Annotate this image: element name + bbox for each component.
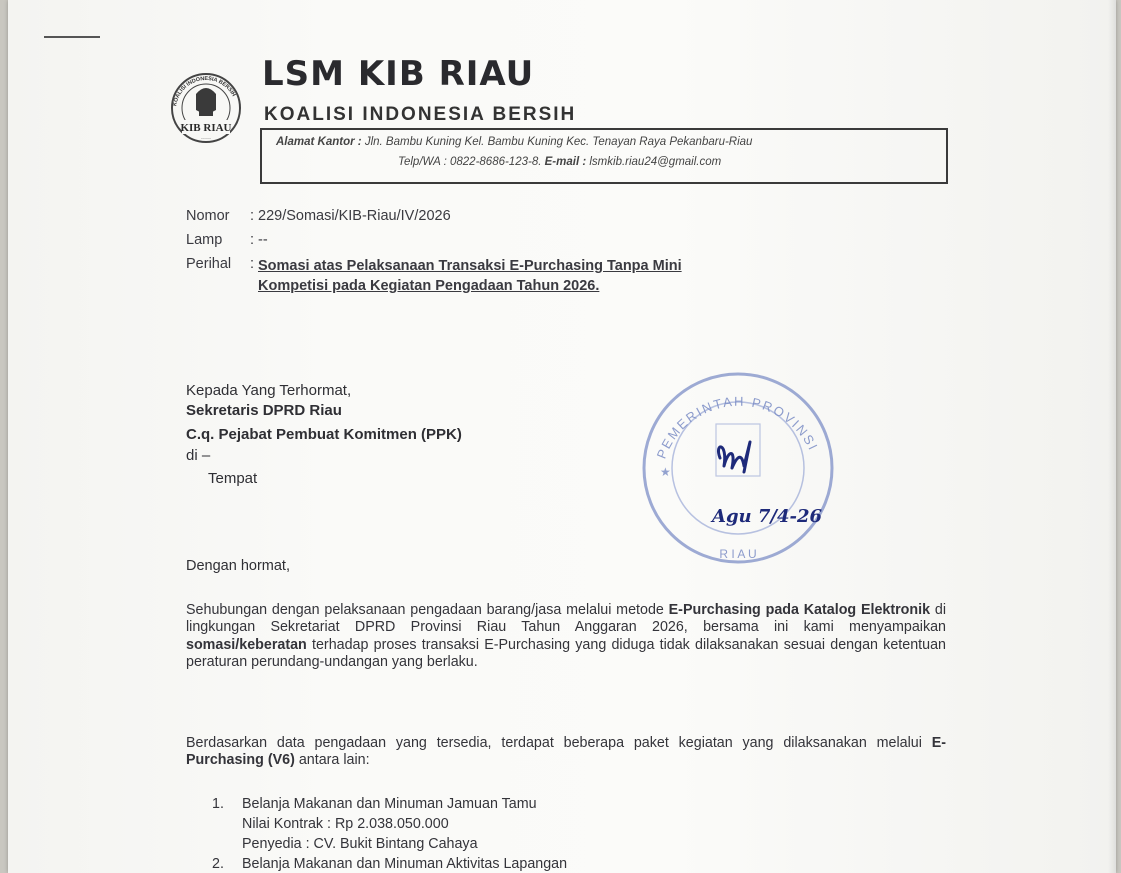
p2-text-a: Berdasarkan data pengadaan yang tersedia, terdapat beberapa paket kegiatan yang dilaksanakan melalui xyxy=(186,735,932,751)
item-title: Belanja Makanan dan Minuman Jamuan Tamu xyxy=(242,796,537,812)
perihal-label: Perihal xyxy=(186,256,232,272)
svg-text:PEMERINTAH PROVINSI xyxy=(654,394,822,461)
svg-text:~~~~~: ~~~~~ xyxy=(200,137,212,141)
official-stamp xyxy=(632,362,844,574)
item-title: Belanja Makanan dan Minuman Aktivitas Lapangan xyxy=(242,856,568,872)
recipient-line-3: di – xyxy=(186,447,211,464)
email-label: E-mail : xyxy=(544,156,587,168)
nomor-value: 229/Somasi/KIB-Riau/IV/2026 xyxy=(258,208,451,224)
recipient-salutation: Kepada Yang Terhormat, xyxy=(186,382,352,399)
logo-ring-text: KOALISI INDONESIA BERSIH xyxy=(172,75,237,107)
p1-text-bold-1: E-Purchasing pada Katalog Elektronik xyxy=(668,602,931,618)
p1-text-c: di lingkungan Sekretariat DPRD Provinsi Riau Tahun Anggaran 2026, bersama ini kami menyampaikan xyxy=(186,602,946,636)
recipient-line-1: Sekretaris DPRD Riau xyxy=(186,402,342,419)
address-label: Alamat Kantor : xyxy=(276,136,362,148)
recipient-line-2: C.q. Pejabat Pembuat Komitmen (PPK) xyxy=(186,426,462,443)
item-penyedia: Penyedia : CV. Bukit Bintang Cahaya xyxy=(242,836,478,852)
corner-dash xyxy=(44,36,100,38)
p2-text-c: antara lain: xyxy=(294,752,370,769)
org-title: LSM KIB RIAU xyxy=(262,54,535,94)
perihal-value xyxy=(258,256,682,296)
stamp-bottom-text: R I A U xyxy=(719,547,757,561)
logo-text: KIB RIAU xyxy=(180,122,232,134)
item-kontrak: Nilai Kontrak : Rp 2.038.050.000 xyxy=(242,816,449,832)
recipient-line-4: Tempat xyxy=(208,470,258,487)
greeting: Dengan hormat, xyxy=(186,558,290,574)
handwritten-date: Agu 7/4-26 xyxy=(712,506,823,527)
p1-text-e: terhadap proses transaksi E-Purchasing yang diduga tidak dilaksanakan sesuai dengan ketentuan peraturan perundang-undangan yang berlaku. xyxy=(186,636,946,670)
address-line xyxy=(276,136,752,148)
item-number: 1. xyxy=(212,796,224,812)
svg-text:★: ★ xyxy=(660,465,671,479)
address-box xyxy=(260,128,948,184)
org-subtitle: KOALISI INDONESIA BERSIH xyxy=(264,104,577,125)
perihal-line-2: Kompetisi pada Kegiatan Pengadaan Tahun 2026. xyxy=(258,278,600,294)
perihal-line-1: Somasi atas Pelaksanaan Transaksi E-Purchasing Tanpa Mini xyxy=(258,258,682,274)
p2-text-bold: E-Purchasing (V6) xyxy=(186,735,946,769)
p1-text-bold-2: somasi/keberatan xyxy=(186,636,307,653)
contact-line xyxy=(398,156,721,168)
nomor-label: Nomor xyxy=(186,208,230,224)
phone-text: Telp/WA : 0822-8686-123-8. xyxy=(398,156,542,168)
address-text: Jln. Bambu Kuning Kel. Bambu Kuning Kec. Tenayan Raya Pekanbaru-Riau xyxy=(364,136,753,148)
p1-text-a: Sehubungan dengan pelaksanaan pengadaan barang/jasa melalui metode xyxy=(186,602,669,618)
lamp-value: -- xyxy=(258,232,268,248)
signature xyxy=(718,442,750,472)
email-text: lsmkib.riau24@gmail.com xyxy=(589,156,722,168)
stamp-ring-text: PEMERINTAH PROVINSI xyxy=(653,393,822,461)
letter-page: KOALISI INDONESIA BERSIH KIB RIAU ~~~~~ LSM KIB RIAU KOALISI INDONESIA BERSIH Alamat Kantor : Jln. Bambu Kuning Kel. Bambu Kuning Kec. Tenayan Raya Pekanbaru-Riau Telp/WA : 0822-8686-123-8. E-mail : lsmkib.riau24@gmail.com Nomor : 229/Somasi/KIB-Riau/IV/2026 Lamp : -- Perihal : Somasi atas Pelaksanaan Transaksi E-Purchasing Tanpa Mini Kompetisi pada Kegiatan Pengadaan Tahun 2026. Kepada Yang Terhormat, Sekretaris DPRD Riau C.q. Pejabat Pembuat Komitmen (PPK) di – Tempat PEMERINTAH PROVINSI R I A U ★ Agu 7/4-26 Dengan hormat, Sehubungan dengan pelaksanaan pengadaan barang/jasa melalui metode E-Purchasing pada Katalog Elektronik di lingkungan Sekretariat DPRD Provinsi Riau Tahun Anggaran 2026, bersama ini kami menyampaikan somasi/keberatan terhadap proses transaksi E-Purchasing yang diduga tidak dilaksanakan sesuai dengan ketentuan peraturan perundang-undangan yang berlaku. Berdasarkan data pengadaan yang tersedia, terdapat beberapa paket kegiatan yang dilaksanakan melalui E-Purchasing (V6) antara lain: 1. Belanja Makanan dan Minuman Jamuan Tamu Nilai Kontrak : Rp 2.038.050.000 Penyedia : CV. Bukit Bintang Cahaya 2. Belanja Makanan dan Minuman Aktivitas Lapangan xyxy=(8,0,1116,873)
paragraph-1 xyxy=(186,602,946,671)
lamp-label: Lamp xyxy=(186,232,223,248)
kib-riau-logo xyxy=(166,64,246,152)
item-number: 2. xyxy=(212,856,224,872)
paragraph-2 xyxy=(186,735,946,770)
